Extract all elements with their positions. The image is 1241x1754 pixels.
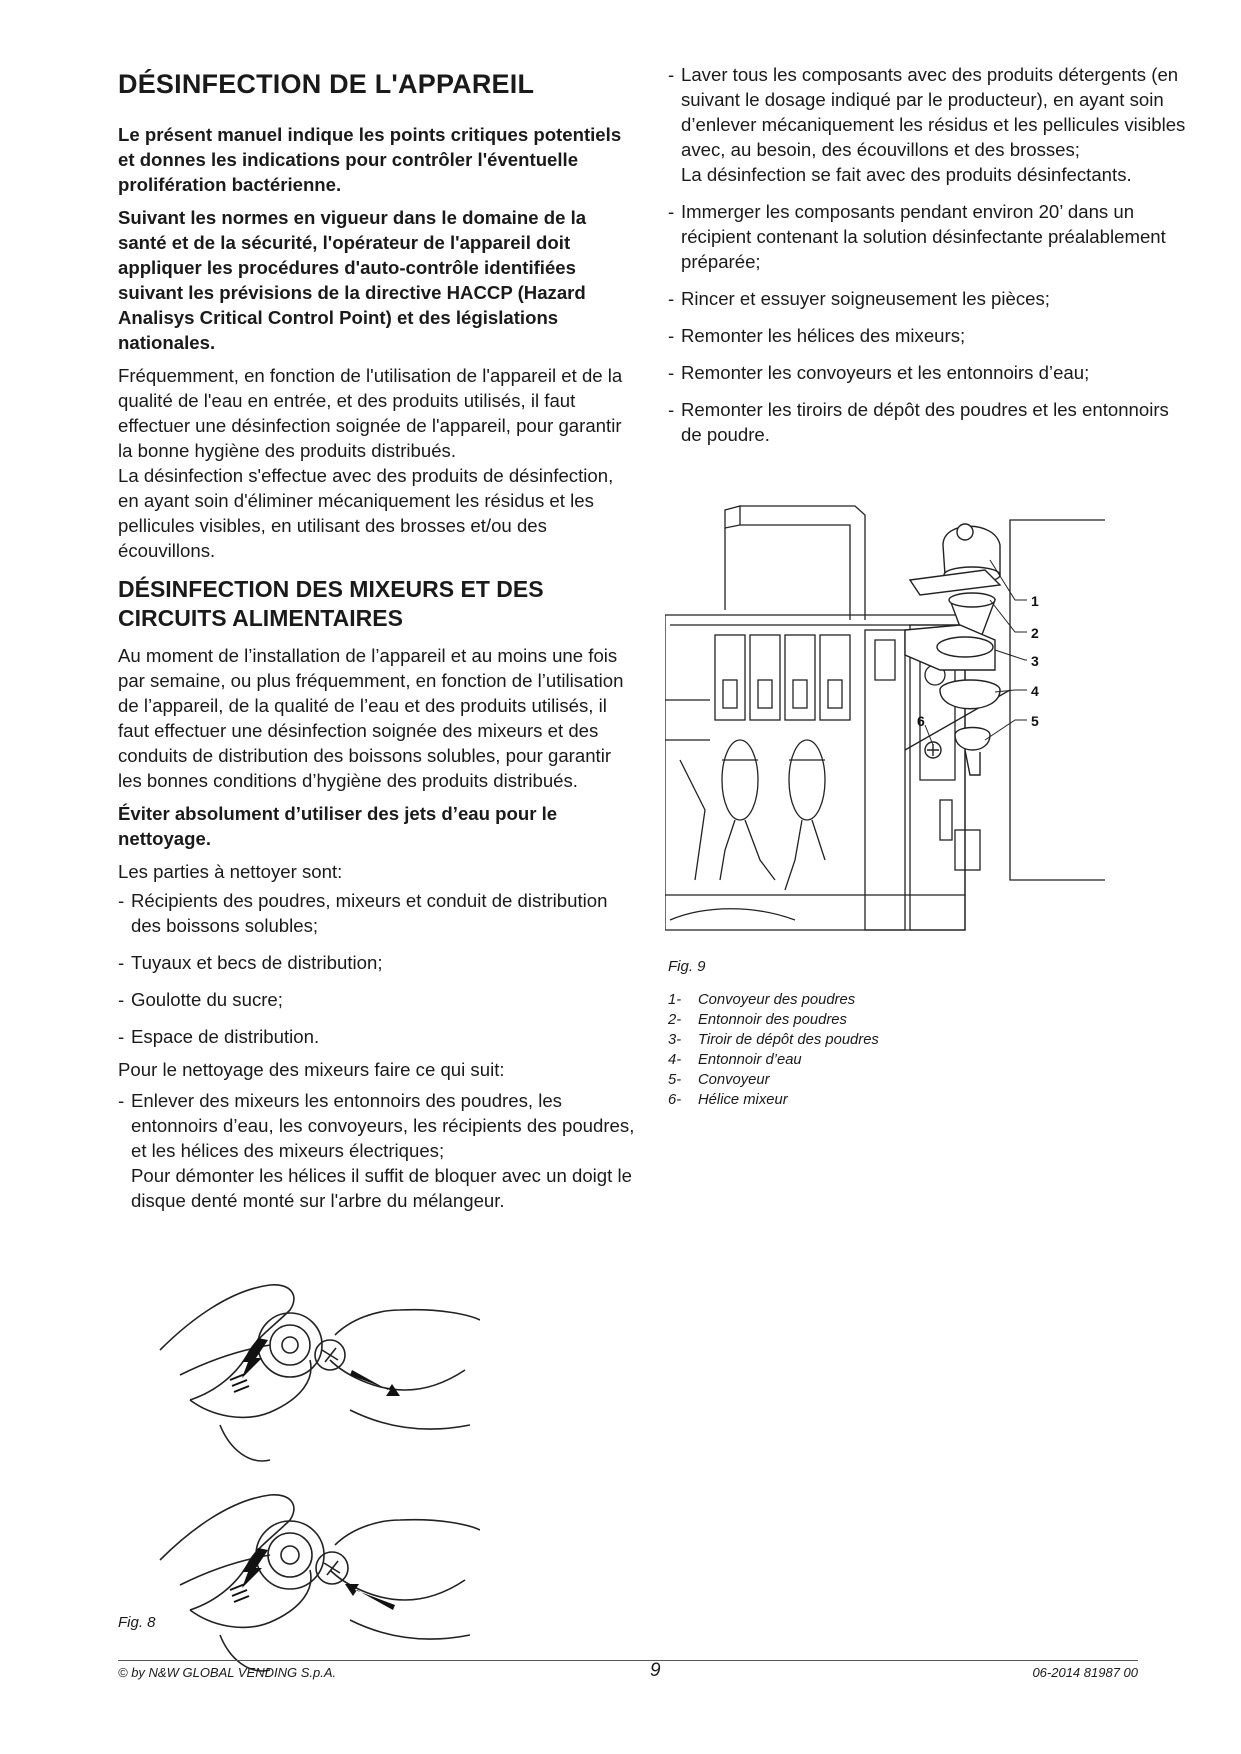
page-number: 9 xyxy=(650,1660,661,1681)
fig9-callout: 3 xyxy=(1031,653,1039,669)
parts-item: - Tuyaux et becs de distribution; xyxy=(118,950,638,975)
section-title: DÉSINFECTION DE L'APPAREIL xyxy=(118,69,535,99)
fig9-callout: 1 xyxy=(1031,593,1039,609)
mix-step xyxy=(118,1088,638,1213)
legend-item: 1- Convoyeur des poudres xyxy=(668,992,856,1008)
legend-item: 6- Hélice mixeur xyxy=(668,1092,788,1108)
mix-step-note: Pour démonter les hélices il suffit de bloquer avec un doigt le disque denté monté sur l'arbre du mélangeur. xyxy=(131,1165,632,1211)
fig9-callout: 6 xyxy=(917,713,925,729)
fig9-illustration xyxy=(665,500,1185,950)
fig9-callout: 4 xyxy=(1031,683,1039,699)
fig9-caption: Fig. 9 xyxy=(668,958,706,975)
cleaning-step: - Laver tous les composants avec des produits détergents (en suivant le dosage indiqué par le producteur), en ayant soin d’enlever mécaniquement les résidus et les pellicules visibles avec, au besoin, des écouvillons et des brosses; xyxy=(668,62,1188,162)
disinfection-paragraph: La désinfection s'effectue avec des produits de désinfection, en ayant soin d'éliminer mécaniquement les résidus et les pellicules visibles, en utilisant des brosses et/ou des écouvillons. xyxy=(118,465,614,561)
mixers-section-title: DÉSINFECTION DES MIXEURS ET DES CIRCUITS ALIMENTAIRES xyxy=(118,576,544,631)
fig8-illustration xyxy=(150,1250,480,1710)
cleaning-step: - Remonter les hélices des mixeurs; xyxy=(668,323,1188,348)
installation-paragraph: Au moment de l’installation de l’appareil et au moins une fois par semaine, ou plus fréquemment, en fonction de l’utilisation de l’appareil, de la qualité de l’eau et des produits utilisés, il faut effectuer une désinfection soignée des mixeurs et des conduits de distribution des boissons solubles, pour garantir les bonnes conditions d’hygiène des produits distribués. xyxy=(118,645,624,791)
footer-doc-code: 06-2014 81987 00 xyxy=(1032,1665,1138,1680)
fig8-caption: Fig. 8 xyxy=(118,1614,156,1631)
parts-item: - Goulotte du sucre; xyxy=(118,987,638,1012)
cleaning-step: - Immerger les composants pendant environ 20’ dans un récipient contenant la solution désinfectante préalablement préparée; xyxy=(668,199,1188,274)
intro-bold-paragraph: Le présent manuel indique les points critiques potentiels et donnes les indications pour contrôler l'éventuelle prolifération bactérienne. xyxy=(118,124,622,195)
cleaning-step: - Remonter les convoyeurs et les entonnoirs d’eau; xyxy=(668,360,1188,385)
mix-intro: Pour le nettoyage des mixeurs faire ce qui suit: xyxy=(118,1059,505,1080)
frequency-paragraph: Fréquemment, en fonction de l'utilisation de l'appareil et de la qualité de l'eau en entrée, et des produits utilisés, il faut effectuer une désinfection soignée de l'appareil, pour garantir la bonne hygiène des produits distribués. xyxy=(118,365,623,461)
parts-intro: Les parties à nettoyer sont: xyxy=(118,861,343,882)
cleaning-step: - Rincer et essuyer soigneusement les pièces; xyxy=(668,286,1188,311)
left-column xyxy=(118,62,638,1213)
legend-item: 4- Entonnoir d’eau xyxy=(668,1052,802,1068)
parts-item: - Espace de distribution. xyxy=(118,1024,638,1049)
mix-step-text: - Enlever des mixeurs les entonnoirs des poudres, les entonnoirs d’eau, les convoyeurs, les récipients des poudres, et les hélices des mixeurs électriques; xyxy=(131,1090,635,1161)
footer-divider xyxy=(118,1660,1138,1661)
fig9-legend xyxy=(668,990,879,1110)
legend-item: 3- Tiroir de dépôt des poudres xyxy=(668,1032,879,1048)
cleaning-step: - Remonter les tiroirs de dépôt des poudres et les entonnoirs de poudre. xyxy=(668,397,1188,447)
right-column xyxy=(668,62,1188,459)
warning-paragraph: Éviter absolument d’utiliser des jets d’eau pour le nettoyage. xyxy=(118,803,558,849)
legend-item: 2- Entonnoir des poudres xyxy=(668,1012,847,1028)
footer-copyright: © by N&W GLOBAL VENDING S.p.A. xyxy=(118,1665,337,1680)
haccp-bold-paragraph: Suivant les normes en vigueur dans le domaine de la santé et de la sécurité, l'opérateur de l'appareil doit appliquer les procédures d'auto-contrôle identifiées suivant les prévisions de la directive HACCP (Hazard Analisys Critical Control Point) et des législations nationales. xyxy=(118,207,587,353)
legend-item: 5- Convoyeur xyxy=(668,1072,770,1088)
fig9-callout: 5 xyxy=(1031,713,1039,729)
fig9-callout: 2 xyxy=(1031,625,1039,641)
cleaning-step-note: La désinfection se fait avec des produits désinfectants. xyxy=(681,164,1132,185)
parts-item: - Récipients des poudres, mixeurs et conduit de distribution des boissons solubles; xyxy=(118,888,638,938)
